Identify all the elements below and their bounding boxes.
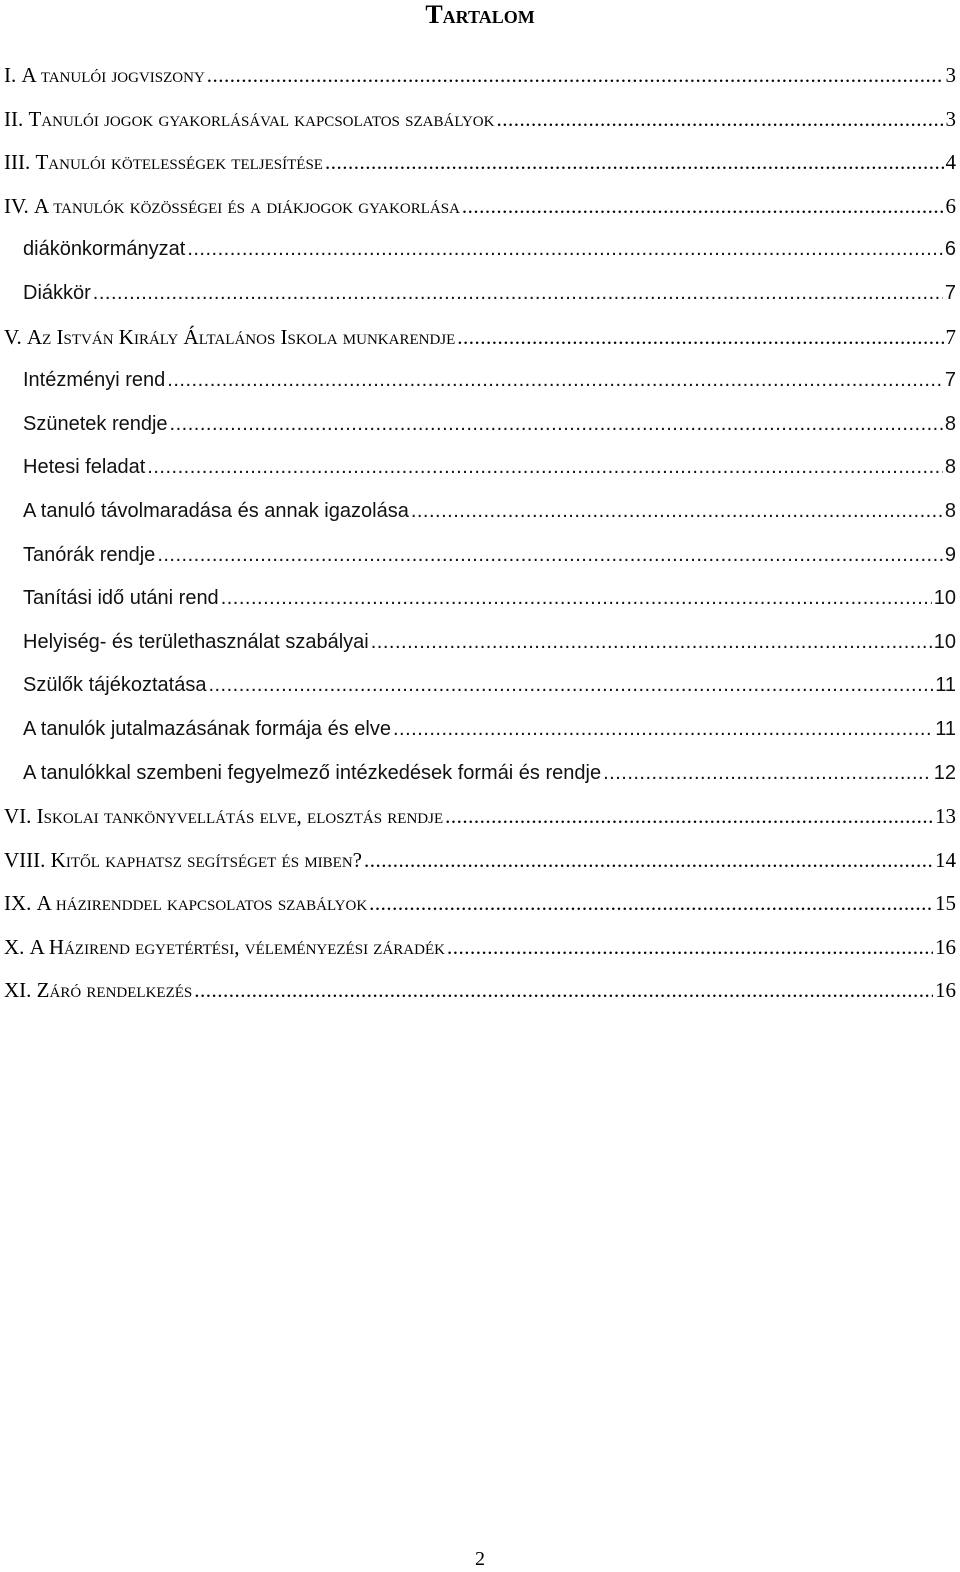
toc-dot-leader bbox=[208, 664, 933, 708]
toc-dot-leader bbox=[364, 839, 933, 883]
toc-entry-page: 4 bbox=[945, 150, 956, 175]
toc-entry-text: A Házirend egyetértési, véleményezési záradék bbox=[29, 934, 445, 959]
toc-dot-leader bbox=[462, 185, 944, 229]
toc-dot-leader bbox=[496, 98, 943, 142]
toc-entry-number: III. bbox=[4, 150, 36, 175]
toc-entry[interactable] bbox=[4, 272, 956, 316]
toc-entry-label bbox=[23, 490, 409, 534]
toc-entry[interactable] bbox=[4, 621, 956, 665]
toc-entry-page: 15 bbox=[935, 891, 956, 916]
toc-entry-text: Tanítási idő utáni rend bbox=[23, 587, 219, 610]
toc-dot-leader bbox=[325, 141, 944, 185]
toc-entry-label bbox=[23, 752, 601, 796]
toc-entry-label bbox=[23, 446, 145, 490]
toc-entry-page: 7 bbox=[944, 281, 956, 304]
toc-entry-text: Diákkör bbox=[23, 281, 91, 304]
table-of-contents bbox=[4, 54, 956, 1013]
toc-dot-leader bbox=[411, 490, 943, 534]
toc-entry-label bbox=[4, 839, 362, 883]
toc-entry[interactable] bbox=[4, 98, 956, 142]
toc-entry[interactable] bbox=[4, 490, 956, 534]
toc-entry-page: 14 bbox=[935, 847, 956, 872]
toc-entry-page: 8 bbox=[944, 499, 956, 522]
toc-entry[interactable] bbox=[4, 185, 956, 229]
toc-entry-text: Tanulói jogok gyakorlásával kapcsolatos szabályok bbox=[28, 106, 495, 131]
toc-entry[interactable] bbox=[4, 359, 956, 403]
toc-entry-label bbox=[23, 577, 219, 621]
toc-entry-label bbox=[23, 708, 391, 752]
toc-entry-text: Tanulói kötelességek teljesítése bbox=[35, 150, 323, 175]
toc-entry-label bbox=[23, 228, 185, 272]
toc-entry-number: IX. bbox=[4, 891, 37, 916]
toc-dot-leader bbox=[93, 272, 943, 316]
toc-entry-text: A tanulókkal szembeni fegyelmező intézkedések formái és rendje bbox=[23, 761, 602, 784]
toc-dot-leader bbox=[371, 621, 932, 665]
toc-entry[interactable] bbox=[4, 54, 956, 98]
toc-entry-label bbox=[4, 98, 494, 142]
toc-entry-page: 6 bbox=[945, 193, 956, 218]
toc-entry[interactable] bbox=[4, 882, 956, 926]
toc-dot-leader bbox=[457, 316, 943, 360]
toc-entry-label bbox=[23, 664, 206, 708]
toc-entry-number: I. bbox=[4, 63, 22, 87]
toc-dot-leader bbox=[187, 228, 943, 272]
toc-dot-leader bbox=[603, 752, 932, 796]
toc-dot-leader bbox=[393, 708, 933, 752]
toc-entry[interactable] bbox=[4, 577, 956, 621]
toc-entry[interactable] bbox=[4, 708, 956, 752]
toc-entry-label bbox=[23, 403, 168, 447]
toc-entry-page: 16 bbox=[935, 978, 956, 1003]
page-number: 2 bbox=[475, 1548, 485, 1570]
toc-entry-label bbox=[4, 795, 443, 839]
toc-entry-text: A tanulói jogviszony bbox=[21, 63, 205, 87]
toc-title: Tartalom bbox=[425, 0, 535, 29]
toc-entry-page: 11 bbox=[935, 674, 956, 697]
toc-entry-page: 8 bbox=[944, 456, 956, 479]
toc-entry-text: Kitől kaphatsz segítséget és miben? bbox=[50, 847, 362, 872]
toc-entry[interactable] bbox=[4, 403, 956, 447]
toc-entry-label bbox=[23, 534, 155, 578]
toc-entry-text: Helyiség- és területhasználat szabályai bbox=[23, 630, 369, 653]
toc-entry[interactable] bbox=[4, 141, 956, 185]
toc-entry-text: Intézményi rend bbox=[23, 369, 166, 392]
toc-entry[interactable] bbox=[4, 316, 956, 360]
toc-entry-number: II. bbox=[4, 106, 29, 131]
toc-entry-text: A tanulók közösségei és a diákjogok gyakorlása bbox=[33, 193, 460, 218]
toc-entry-label bbox=[4, 54, 205, 98]
toc-entry-number: X. bbox=[4, 934, 30, 959]
toc-entry[interactable] bbox=[4, 752, 956, 796]
toc-entry-text: A tanulók jutalmazásának formája és elve bbox=[23, 717, 391, 740]
toc-entry-page: 9 bbox=[944, 543, 956, 566]
toc-entry-label bbox=[4, 316, 455, 360]
toc-dot-leader bbox=[207, 54, 944, 98]
toc-dot-leader bbox=[445, 795, 933, 839]
toc-entry-page: 12 bbox=[933, 761, 956, 784]
toc-entry-page: 3 bbox=[945, 106, 956, 131]
toc-entry-label bbox=[23, 272, 91, 316]
toc-entry-number: V. bbox=[4, 324, 27, 349]
toc-entry-page: 10 bbox=[933, 587, 956, 610]
toc-entry-page: 3 bbox=[945, 63, 956, 87]
toc-entry-page: 6 bbox=[944, 238, 956, 261]
toc-entry-label bbox=[4, 185, 460, 229]
toc-entry[interactable] bbox=[4, 446, 956, 490]
toc-entry-number: XI. bbox=[4, 978, 37, 1003]
toc-dot-leader bbox=[194, 969, 933, 1013]
toc-entry-page: 16 bbox=[935, 934, 956, 959]
toc-entry-text: Záró rendelkezés bbox=[36, 978, 193, 1003]
toc-dot-leader bbox=[157, 534, 943, 578]
toc-entry-label bbox=[23, 359, 165, 403]
toc-entry[interactable] bbox=[4, 969, 956, 1013]
toc-dot-leader bbox=[369, 882, 933, 926]
toc-entry-label bbox=[4, 141, 323, 185]
toc-entry-page: 7 bbox=[945, 324, 956, 349]
toc-entry-text: Szülők tájékoztatása bbox=[23, 674, 207, 697]
toc-entry-label bbox=[23, 621, 369, 665]
toc-entry-page: 7 bbox=[944, 369, 956, 392]
toc-entry-text: Hetesi feladat bbox=[23, 456, 146, 479]
toc-entry-page: 13 bbox=[935, 804, 956, 829]
toc-entry-label bbox=[4, 882, 367, 926]
toc-dot-leader bbox=[167, 359, 943, 403]
toc-entry-text: Az István Király Általános Iskola munkarendje bbox=[26, 324, 456, 349]
toc-dot-leader bbox=[447, 926, 933, 970]
toc-entry[interactable] bbox=[4, 795, 956, 839]
toc-dot-leader bbox=[170, 403, 943, 447]
toc-entry[interactable] bbox=[4, 926, 956, 970]
toc-dot-leader bbox=[147, 446, 943, 490]
toc-entry-text: Tanórák rendje bbox=[23, 543, 156, 566]
toc-entry[interactable] bbox=[4, 664, 956, 708]
toc-entry-page: 11 bbox=[935, 717, 956, 740]
toc-entry-label bbox=[4, 926, 445, 970]
toc-entry-number: VIII. bbox=[4, 847, 51, 872]
toc-entry[interactable] bbox=[4, 534, 956, 578]
toc-entry-text: A házirenddel kapcsolatos szabályok bbox=[36, 891, 368, 916]
toc-entry-page: 8 bbox=[944, 412, 956, 435]
toc-entry[interactable] bbox=[4, 228, 956, 272]
toc-entry-page: 10 bbox=[933, 630, 956, 653]
toc-entry-text: diákönkormányzat bbox=[23, 238, 186, 261]
toc-entry[interactable] bbox=[4, 839, 956, 883]
toc-entry-text: A tanuló távolmaradása és annak igazolása bbox=[23, 499, 409, 522]
toc-dot-leader bbox=[221, 577, 932, 621]
toc-entry-number: IV. bbox=[4, 193, 34, 218]
toc-entry-text: Iskolai tankönyvellátás elve, elosztás rendje bbox=[36, 804, 444, 829]
toc-entry-number: VI. bbox=[4, 804, 37, 829]
toc-entry-label bbox=[4, 969, 192, 1013]
toc-entry-text: Szünetek rendje bbox=[23, 412, 168, 435]
